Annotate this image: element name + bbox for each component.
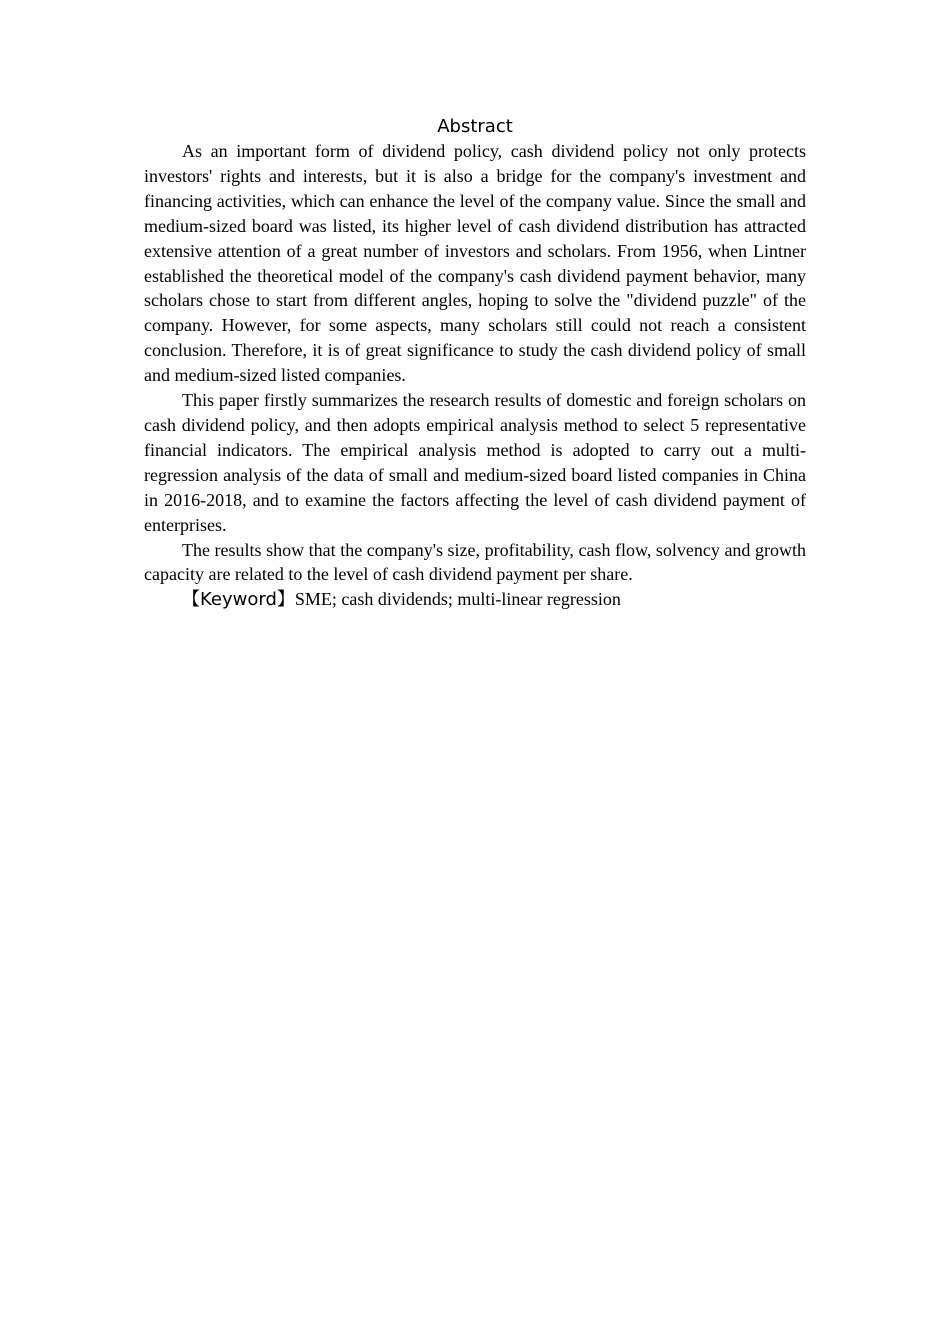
abstract-heading: Abstract bbox=[437, 116, 513, 137]
abstract-paragraph-3: The results show that the company's size, profitability, cash flow, solvency and growth capacity are related to the level of cash dividend payment per share. bbox=[144, 539, 806, 585]
abstract-paragraph-1: As an important form of dividend policy, cash dividend policy not only protects investors' rights and interests, but it is also a bridge for the company's investment and financing activities, which can enhance the level of the company value. Since the small and medium-sized board was listed, its higher level of cash dividend distribution has attracted extensive attention of a great number of investors and scholars. From 1956, when Lintner established the theoretical model of the company's cash dividend payment behavior, many scholars chose to start from different angles, hoping to solve the "dividend puzzle" of the company. However, for some aspects, many scholars still could not reach a consistent conclusion. Therefore, it is of great significance to study the cash dividend policy of small and medium-sized listed companies. bbox=[144, 141, 806, 386]
keyword-line bbox=[144, 587, 806, 613]
abstract-paragraph-2: This paper firstly summarizes the research results of domestic and foreign scholars on cash dividend policy, and then adopts empirical analysis method to select 5 representative financial indicators. The empirical analysis method is adopted to carry out a multi-regression analysis of the data of small and medium-sized board listed companies in China in 2016-2018, and to examine the factors affecting the level of cash dividend payment of enterprises. bbox=[144, 390, 806, 535]
keyword-list: SME; cash dividends; multi-linear regression bbox=[294, 589, 621, 610]
abstract-section bbox=[144, 115, 806, 613]
keyword-label: 【Keyword】 bbox=[182, 589, 295, 611]
